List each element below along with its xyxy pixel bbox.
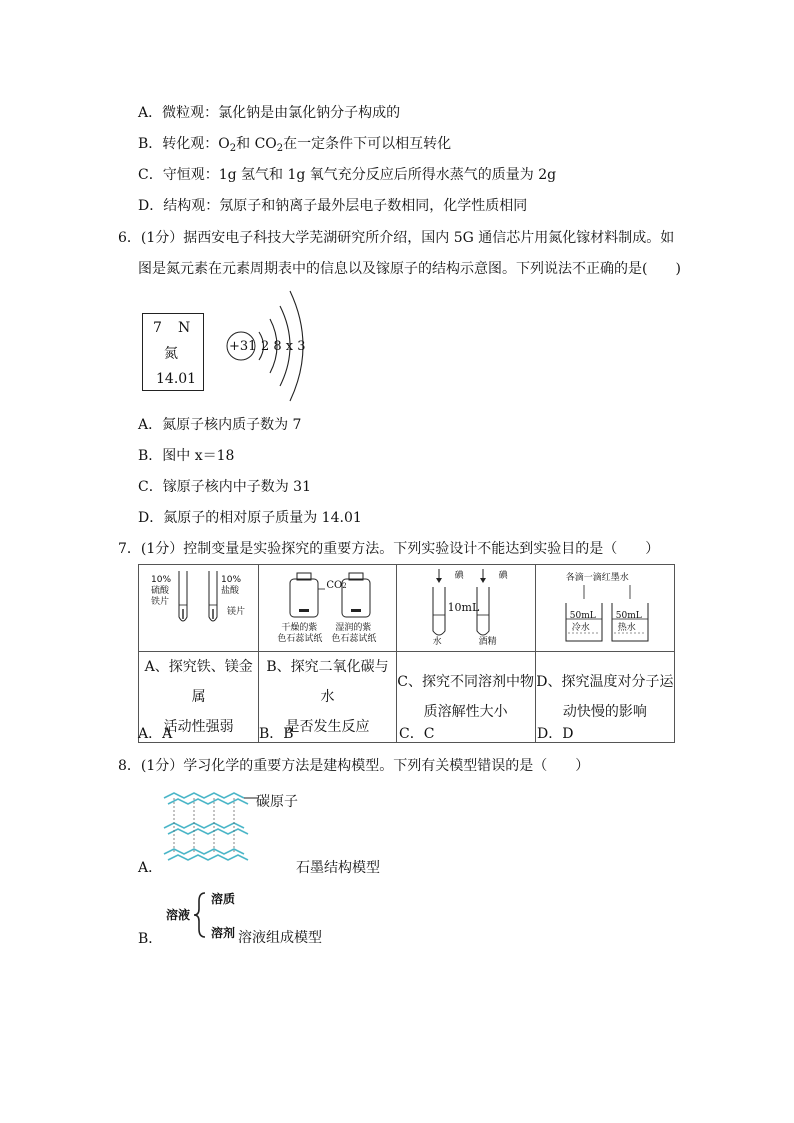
brace-icon	[193, 891, 207, 939]
atom-shell-electrons: 2 8 x 3	[261, 339, 306, 354]
q7-cell-b: B、探究二氧化碳与水 是否发生反应	[259, 652, 396, 743]
q6-option-c: C．镓原子核内中子数为 31	[138, 479, 311, 495]
q7-image-b: CO2 干燥的紫 色石蕊试纸 湿润的紫 色石蕊试纸	[259, 565, 396, 652]
q6-option-d: D．氮原子的相对原子质量为 14.01	[138, 510, 362, 526]
q7-option-d: D．D	[537, 726, 574, 742]
atom-nucleus-charge: +31	[229, 339, 257, 354]
q7-cell-a: A、探究铁、镁金属 活动性强弱	[139, 652, 259, 743]
q7-image-d: 各滴一滴红墨水 50mL 冷水 50mL 热水	[535, 565, 674, 652]
q7-image-c: 碘 碘 10mL 水 酒精	[396, 565, 535, 652]
q7-option-a: A．A	[138, 726, 173, 742]
element-name: 氮	[164, 346, 178, 362]
q8-option-b-caption: 溶液组成模型	[238, 930, 322, 946]
element-atomic-number: 7	[153, 320, 162, 336]
q7-option-b: B．B	[259, 726, 294, 742]
q8-stem: 8．(1分）学习化学的重要方法是建构模型。下列有关模型错误的是（ ）	[118, 758, 590, 774]
q8-option-a-caption: 石墨结构模型	[296, 860, 380, 876]
solvent-label: 溶剂	[211, 926, 236, 940]
element-symbol: N	[178, 320, 191, 336]
carbon-atom-callout: 碳原子	[256, 794, 298, 810]
q5-option-c: C．守恒观：1g 氢气和 1g 氧气充分反应后所得水蒸气的质量为 2g	[138, 167, 557, 183]
q7-cell-c: C、探究不同溶剂中物 质溶解性大小	[396, 652, 535, 743]
q6-option-a: A．氮原子核内质子数为 7	[138, 417, 302, 433]
q7-cell-d: D、探究温度对分子运 动快慢的影响	[535, 652, 674, 743]
q5-option-b: B．转化观：$O_2$和 $CO_2$在一定条件下可以相互转化	[138, 136, 452, 154]
q5-option-d: D．结构观：氖原子和钠离子最外层电子数相同，化学性质相同	[138, 198, 528, 214]
solute-label: 溶质	[211, 892, 236, 906]
element-card	[142, 313, 204, 391]
q6-stem-line1: 6．(1分）据西安电子科技大学芜湖研究所介绍，国内 5G 通信芯片用氮化镓材料制成。如	[118, 230, 675, 246]
q7-option-c: C．C	[399, 726, 435, 742]
graphite-structure-model	[160, 790, 260, 866]
q7-stem: 7．(1分）控制变量是实验探究的重要方法。下列实验设计不能达到实验目的是（ ）	[118, 541, 660, 557]
solution-label: 溶液	[166, 908, 191, 922]
q5-option-a: A．微粒观：氯化钠是由氯化钠分子构成的	[138, 105, 401, 121]
q7-experiment-table	[138, 564, 675, 743]
q7-image-a: 10% 硫酸 铁片 10% 盐酸 镁片	[139, 565, 259, 652]
q6-option-b: B．图中 x＝18	[138, 448, 235, 464]
q6-stem-line2: 图是氮元素在元素周期表中的信息以及镓原子的结构示意图。下列说法不正确的是( )	[138, 261, 681, 277]
q8-option-b-letter: B．	[138, 931, 163, 947]
element-mass: 14.01	[156, 371, 197, 387]
q8-option-a-letter: A．	[138, 860, 163, 876]
